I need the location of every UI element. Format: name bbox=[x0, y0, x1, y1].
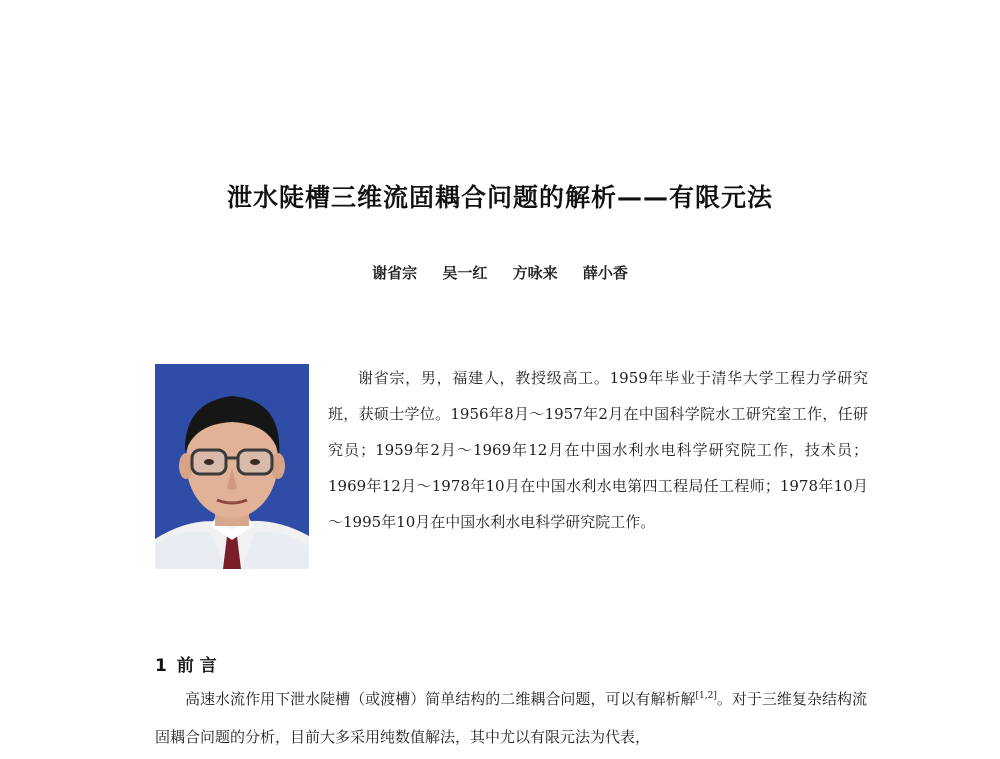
author-name: 吴一红 bbox=[442, 264, 488, 282]
author-biography: 谢省宗，男，福建人，教授级高工。1959年毕业于清华大学工程力学研究班，获硕士学位。1956年8月～1957年2月在中国科学院水工研究室工作，任研究员；1959年2月～1969年12月在中国水利水电科学研究院工作，技术员；1969年12月～1978年10月在中国水利水电第四工程局任工程师；1978年10月～1995年10月在中国水利水电科学研究院工作。 bbox=[328, 369, 868, 531]
section-title: 前 言 bbox=[176, 656, 217, 676]
author-list bbox=[0, 262, 1000, 283]
body-paragraph bbox=[155, 680, 867, 756]
paper-title: 泄水陡槽三维流固耦合问题的解析——有限元法 bbox=[226, 183, 773, 212]
author-name: 薛小香 bbox=[582, 264, 628, 282]
citation-reference: [1,2] bbox=[695, 691, 717, 701]
body-text-part: 。对于三维复杂结构流固耦合问题的分析，目前大多采用纯数值解法，其中尤以有限元法为代表， bbox=[155, 690, 867, 746]
author-name: 方咏来 bbox=[512, 264, 558, 282]
author-portrait bbox=[155, 364, 309, 569]
author-name: 谢省宗 bbox=[372, 264, 418, 282]
body-text-part: 高速水流作用下泄水陡槽（或渡槽）简单结构的二维耦合问题，可以有解析解 bbox=[185, 690, 696, 708]
section-number: 1 bbox=[155, 656, 167, 676]
section-heading bbox=[155, 651, 217, 676]
